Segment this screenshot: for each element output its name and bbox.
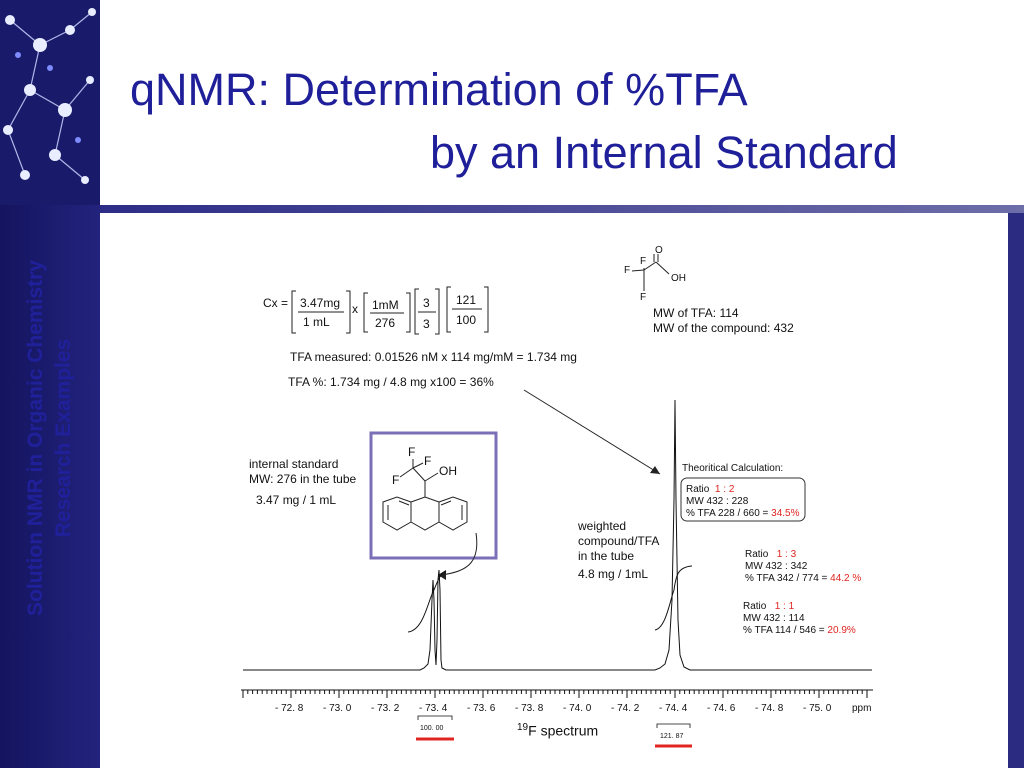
axis-tick-label: - 74. 2 xyxy=(611,703,640,714)
axis-tick-label: - 73. 6 xyxy=(467,703,496,714)
mw-compound: MW of the compound: 432 xyxy=(653,321,794,335)
fraction1-numerator: 3.47mg xyxy=(300,296,341,310)
axis-tick-label: - 73. 8 xyxy=(515,703,544,714)
axis-tick-label: - 73. 0 xyxy=(323,703,352,714)
axis-tick-label: - 74. 6 xyxy=(707,703,736,714)
standard-fluorine-label-1: F xyxy=(408,445,416,459)
tfa-fluorine-label-1: F xyxy=(640,256,647,267)
internal-standard-line-3: 3.47 mg / 1 mL xyxy=(256,493,337,507)
ratio-label: Ratio xyxy=(745,549,769,560)
theoretical-heading: Theoritical Calculation: xyxy=(682,463,784,474)
ratio-2-mw: MW 432 : 342 xyxy=(745,561,808,572)
standard-structure-box xyxy=(371,433,496,558)
standard-fluorine-label-2: F xyxy=(424,454,432,468)
slide-title-line-2: by an Internal Standard xyxy=(430,127,898,178)
internal-standard-line-2: MW: 276 in the tube xyxy=(249,472,357,486)
tfa-measured-text: TFA measured: 0.01526 nM x 114 mg/mM = 1.734 mg xyxy=(290,350,577,364)
axis-tick-label: - 72. 8 xyxy=(275,703,304,714)
fraction4-denominator: 100 xyxy=(456,313,477,327)
weighted-line-4: 4.8 mg / 1mL xyxy=(578,567,649,581)
tfa-value: 34.5% xyxy=(771,508,800,519)
ratio-value: 1 : 1 xyxy=(774,601,795,612)
fraction3-denominator: 3 xyxy=(423,317,430,331)
integral-label-compound: 121. 87 xyxy=(660,733,684,740)
weighted-line-2: compound/TFA xyxy=(578,534,660,548)
cx-label: Cx = xyxy=(263,296,289,310)
spectrum-axis xyxy=(241,690,873,698)
weighted-line-1: weighted xyxy=(578,519,627,533)
tfa-structure xyxy=(632,254,669,291)
spectrum-trace xyxy=(243,400,872,670)
ratio-value: 1 : 2 xyxy=(714,484,735,495)
mw-tfa: MW of TFA: 114 xyxy=(653,306,739,320)
times-sign: x xyxy=(352,302,358,316)
fraction2-numerator: 1mM xyxy=(372,298,399,312)
caption-superscript: 19 xyxy=(517,722,529,733)
ratio-label: Ratio xyxy=(686,484,710,495)
internal-standard-line-1: internal standard xyxy=(249,457,339,471)
ratio-value: 1 : 3 xyxy=(776,549,797,560)
anthracene-structure xyxy=(383,459,467,530)
ratio-3-mw: MW 432 : 114 xyxy=(743,613,805,624)
tfa-fluorine-label-2: F xyxy=(624,265,631,276)
ratio-box xyxy=(681,478,805,521)
slide-title-line-1: qNMR: Determination of %TFA xyxy=(130,64,748,115)
axis-tick-label: - 74. 8 xyxy=(755,703,784,714)
sidebar-line-2: Research Examples xyxy=(52,338,75,538)
weighted-line-3: in the tube xyxy=(578,549,635,563)
axis-tick-label: - 74. 0 xyxy=(563,703,592,714)
fraction2-denominator: 276 xyxy=(375,316,396,330)
tfa-value: 20.9% xyxy=(827,625,856,636)
standard-fluorine-label-3: F xyxy=(392,473,400,487)
tfa-label: % TFA 342 / 774 = xyxy=(745,573,828,584)
sidebar-line-1: Solution NMR in Organic Chemistry xyxy=(24,260,47,616)
ratio-label: Ratio xyxy=(743,601,767,612)
axis-tick-label: - 73. 2 xyxy=(371,703,400,714)
tfa-hydroxyl-label: OH xyxy=(671,273,686,284)
standard-arrow xyxy=(440,533,477,575)
ratio-box-1-mw: MW 432 : 228 xyxy=(686,496,749,507)
fraction1-denominator: 1 mL xyxy=(303,315,330,329)
integral-label-standard: 100. 00 xyxy=(420,725,444,732)
fraction4-numerator: 121 xyxy=(456,293,477,307)
axis-unit-label: ppm xyxy=(852,703,872,714)
axis-tick-label: - 75. 0 xyxy=(803,703,832,714)
axis-tick-label: - 73. 4 xyxy=(419,703,448,714)
tfa-label: % TFA 114 / 546 = xyxy=(743,625,825,636)
caption-text: F spectrum xyxy=(528,722,599,739)
standard-hydroxyl-label: OH xyxy=(439,464,457,478)
tfa-value: 44.2 % xyxy=(830,573,862,584)
axis-tick-label: - 74. 4 xyxy=(659,703,688,714)
tfa-oxygen-label: O xyxy=(655,245,663,256)
tfa-label: % TFA 228 / 660 = xyxy=(686,508,769,519)
tfa-arrow xyxy=(524,390,660,474)
tfa-fluorine-label-3: F xyxy=(640,292,647,303)
tfa-percent-text: TFA %: 1.734 mg / 4.8 mg x100 = 36% xyxy=(288,375,494,389)
fraction3-numerator: 3 xyxy=(423,296,430,310)
